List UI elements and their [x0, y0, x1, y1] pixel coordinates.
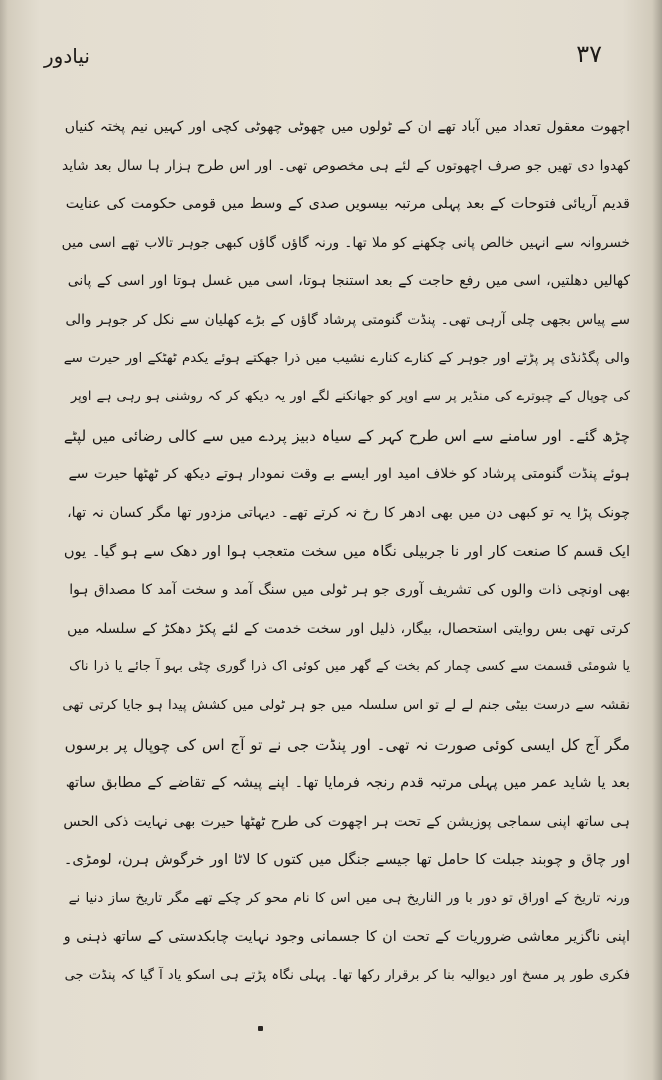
text-line: چڑھ گئے۔ اور سامنے سے اس طرح کہر کے سیاہ دبیز پردے میں سے کالی رضائی میں لپٹے [63, 426, 630, 445]
ink-dot-mark [258, 1026, 263, 1031]
page-gutter-shadow [0, 0, 8, 1080]
running-title: نیادور [44, 44, 90, 68]
text-line: سے پیاس بجھی چلی آرہی تھی۔ پنڈت گنومتی پرشاد گاؤں کے بڑے کھلیان سے نکل کر جوہر والی [65, 311, 630, 328]
page-number: ۳۷ [576, 40, 602, 68]
text-line: کرتی تھی بس روایتی استحصال، بیگار، ذلیل اور سخت خدمت کے لئے پکڑ دھکڑ کے سلسلہ میں [67, 620, 630, 637]
text-line: ہوئے پنڈت گنومتی پرشاد کو خلاف امید اور ایسے بے وقت نمودار ہوتے دیکھ کر ٹھٹھا حیرت سے [68, 466, 630, 483]
text-line: مگر آج کل ایسی کوئی صورت نہ تھی۔ اور پنڈت جی نے تو آج اس کی چوپال پر برسوں [64, 735, 630, 754]
text-line: اپنی ناگزیر معاشی ضروریات کے تحت ان کا جسمانی وجود نہایت چابکدستی کے ساتھ ذہنی و [63, 929, 630, 946]
text-line: فکری طور پر مسخ اور دیوالیہ بنا کر برقرار رکھا تھا۔ پہلی نگاہ پڑتے ہی اسکو یاد آ گیا کہ پنڈت جی [64, 968, 630, 984]
text-line: بعد یا شاید عمر میں پہلی مرتبہ قدم رنجہ فرمایا تھا۔ اپنے پیشہ کے تقاضے کے مطابق ساتھ [65, 774, 630, 792]
text-line: کی چوپال کے چبوترے کی منڈیر پر سے اوپر کو جھانکنے لگے اور یہ دیکھ کر کہ روشنی ہو رہی ہے اوپر [71, 389, 630, 405]
page-body-text [62, 108, 630, 996]
text-line: نقشہ سے درست بیٹی جنم لے لے تو اس سلسلہ میں جو ہر ٹولی میں کشش پیدا ہو جایا کرتی تھی [62, 697, 630, 713]
text-line: خسروانہ سے انہیں خالص پانی چکھنے کو ملا تھا۔ ورنہ گاؤں گاؤں کبھی جوہر تالاب تھے اسی میں [62, 234, 630, 251]
text-line: کھالیں دھلتیں، اسی میں رفع حاجت کے بعد استنجا ہوتا، اسی میں غسل ہوتا اور اسی کے پانی [67, 273, 630, 290]
text-line: ایک قسم کا صنعت کار اور نا جربیلی نگاہ میں سخت متعجب ہوا اور دھک سے ہو گیا۔ یوں [63, 542, 630, 560]
page-header [44, 40, 602, 80]
page-edge-shadow [652, 0, 662, 1080]
text-line: ہی ساتھ اپنی سماجی پوزیشن کے تحت ہر اچھوت کی طرح ٹھٹھا حیرت بھی نہایت ذکی الحس [63, 813, 630, 830]
text-line: قدیم آریائی فتوحات کے بعد پہلی مرتبہ بیسویں صدی کے وسط میں قومی حکومت کی عنایت [65, 196, 630, 213]
text-line: کھدوا دی تھیں جو صرف اچھوتوں کے لئے ہی مخصوص تھی۔ اور اس طرح ہزار ہا سال بعد شاید [62, 157, 630, 174]
text-line: اچھوت معقول تعداد میں آباد تھے ان کے ٹولوں میں چھوٹی چھوٹی کچی اور کہیں نیم پختہ کنیاں [64, 119, 630, 135]
text-line: چونک پڑا یہ تو کبھی دن میں بھی ادھر کا رخ نہ کرتے تھے۔ دیہاتی مزدور تھا مگر کسان نہ تھا، [67, 504, 630, 521]
text-line: بھی اونچی ذات والوں کی تشریف آوری جو ہر ٹولی میں سنگ آمد و سخت آمد کا مصداق ہوا [69, 582, 630, 599]
text-line: یا شومئی قسمت سے کسی چمار کم بخت کے گھر میں کوئی اک ذرا گوری چٹی بہو آ جائے یا ذرا ناک [69, 659, 630, 675]
text-line: ورنہ تاریخ کے اوراق تو دور با ور الناریخ ہی میں اس کا نام محو کر چکے تھے مگر تاریخ ساز دنیا نے [68, 890, 630, 906]
text-line: والی پگڈنڈی پر پڑتے اور جوہر کے کنارے کنارے نشیب میں ذرا جھکتے ہوئے یکدم ٹھٹکے اور حیرت سے [63, 350, 630, 366]
text-line: اور چاق و چوبند جبلت کا حامل تھا جیسے جنگل میں کتوں کا لاٹا اور خرگوش ہرن، لومڑی۔ [63, 851, 630, 869]
